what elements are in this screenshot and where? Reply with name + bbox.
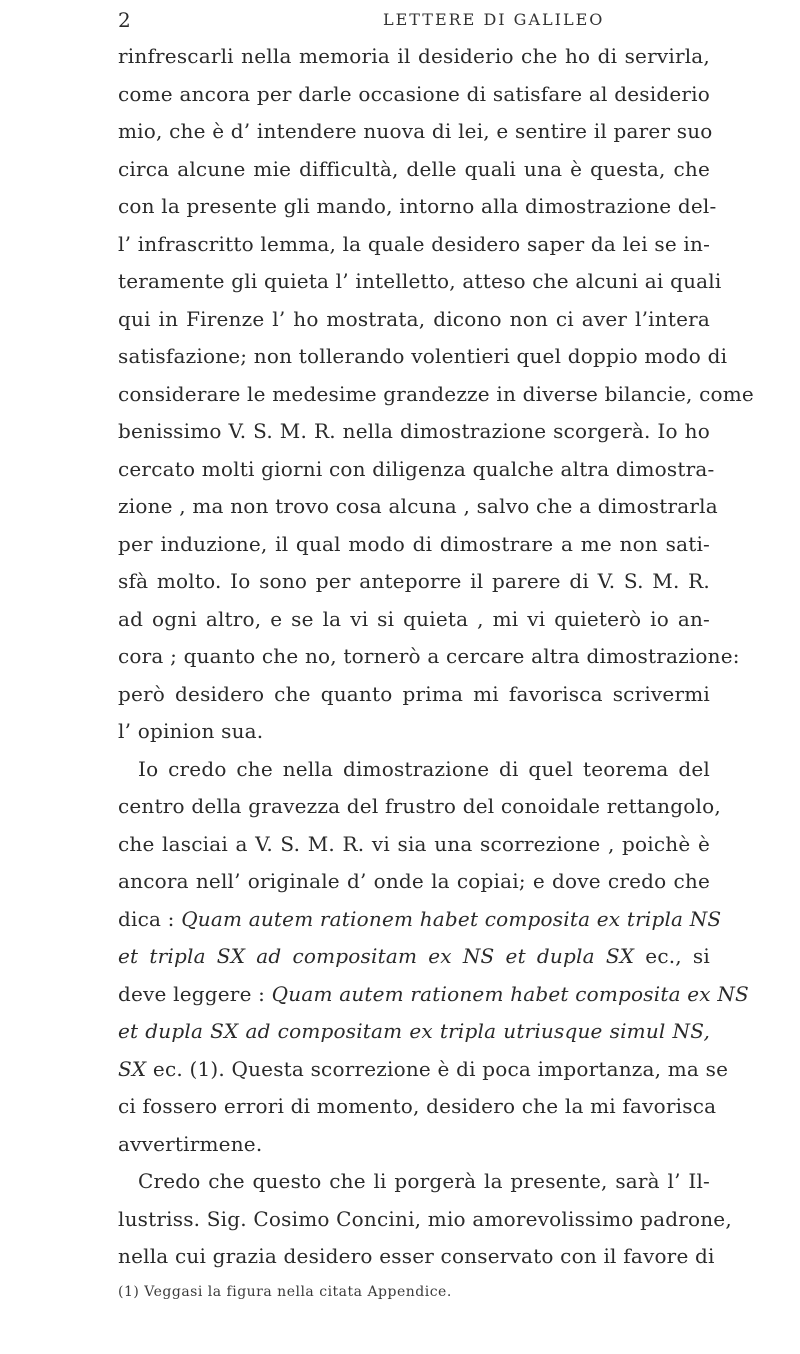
text-line: come ancora per darle occasione di satisfare al desiderio (118, 81, 710, 106)
running-title: LETTERE DI GALILEO (383, 10, 605, 29)
text-line (118, 1013, 710, 1051)
text-line (118, 1051, 729, 1089)
text-line: cora ; quanto che no, tornerò a cercare altra dimostrazione: (118, 644, 740, 668)
text-line: cercato molti giorni con diligenza qualche altra dimostra- (118, 456, 715, 481)
text-line: lustriss. Sig. Cosimo Concini, mio amorevolissimo padrone, (118, 1206, 732, 1231)
text-segment: ec. (1). Questa scorrezione è di poca importanza, ma se (152, 1056, 729, 1081)
latin-quote: et dupla SX ad compositam ex tripla utriusque simul NS, (118, 1019, 710, 1043)
text-line: sfà molto. Io sono per anteporre il parere di V. S. M. R. (118, 569, 710, 593)
text-line: ancora nell’ originale d’ onde la copiai; e dove credo che (118, 869, 710, 893)
text-line: avvertirmene. (118, 1131, 263, 1156)
text-line: che lasciai a V. S. M. R. vi sia una scorrezione , poichè è (118, 831, 710, 856)
text-segment: dica : (118, 906, 175, 931)
text-line: con la presente gli mando, intorno alla dimostrazione del- (118, 194, 717, 218)
text-line: rinfrescarli nella memoria il desiderio che ho di servirla, (118, 44, 710, 68)
text-line: ad ogni altro, e se la vi si quieta , mi vi quieterò io an- (118, 606, 710, 631)
text-line: per induzione, il qual modo di dimostrare a me non sati- (118, 531, 710, 556)
latin-quote: SX (118, 1056, 147, 1081)
latin-quote: Quam autem rationem habet composita ex tripla NS (181, 906, 722, 931)
latin-quote: et tripla SX ad compositam ex NS et dupla SX (118, 944, 635, 968)
text-line: zione , ma non trovo cosa alcuna , salvo che a dimostrarla (118, 494, 718, 518)
footnote: (1) Veggasi la figura nella citata Appendice. (118, 1284, 452, 1300)
paragraph-start-line: Credo che questo che li porgerà la presente, sarà l’ Il- (138, 1169, 710, 1193)
text-line: l’ infrascritto lemma, la quale desidero saper da lei se in- (118, 231, 711, 256)
text-line: teramente gli quieta l’ intelletto, atteso che alcuni ai quali (118, 269, 722, 293)
page-header (118, 8, 710, 36)
text-line (118, 901, 722, 939)
text-line: centro della gravezza del frustro del conoidale rettangolo, (118, 794, 721, 818)
text-segment: ec., si (645, 944, 710, 968)
text-line: satisfazione; non tollerando volentieri quel doppio modo di (118, 344, 728, 368)
text-line (118, 976, 749, 1014)
text-segment: deve leggere : (118, 981, 266, 1006)
text-line: circa alcune mie difficultà, delle quali una è questa, che (118, 156, 710, 181)
text-line: l’ opinion sua. (118, 719, 264, 743)
text-line: benissimo V. S. M. R. nella dimostrazione scorgerà. Io ho (118, 419, 710, 443)
paragraph-start-line: Io credo che nella dimostrazione di quel teorema del (138, 756, 710, 781)
text-line (118, 938, 710, 976)
text-line: ci fossero errori di momento, desidero che la mi favorisca (118, 1094, 717, 1118)
text-line: qui in Firenze l’ ho mostrata, dicono non ci aver l’intera (118, 306, 710, 331)
page-number: 2 (118, 8, 131, 32)
latin-quote: Quam autem rationem habet composita ex NS (271, 981, 749, 1006)
text-line: però desidero che quanto prima mi favorisca scrivermi (118, 681, 710, 706)
text-line: mio, che è d’ intendere nuova di lei, e sentire il parer suo (118, 119, 713, 143)
text-line: considerare le medesime grandezze in diverse bilancie, come (118, 381, 754, 406)
body-text (118, 38, 754, 1276)
text-line: nella cui grazia desidero esser conservato con il favore di (118, 1244, 715, 1268)
